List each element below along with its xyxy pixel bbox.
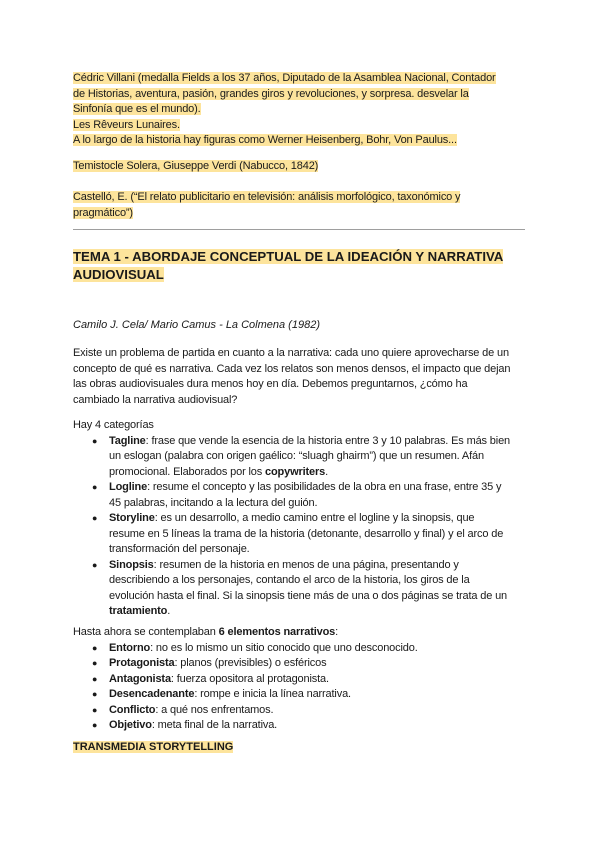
paragraph-line-4: cambiado la narrativa audiovisual?: [73, 393, 238, 406]
elements-intro-c: :: [335, 626, 339, 638]
paragraph-line-3: las obras audiovisuales dura menos hoy en día. Debemos preguntarnos, ¿cómo ha: [73, 378, 468, 390]
list-item: [73, 558, 528, 620]
storyline-text-2: resume en 5 líneas la trama de la historia (detonante, desarrollo y final) y el arco de: [109, 527, 504, 540]
tagline-text-1: : frase que vende la esencia de la historia entre 3 y 10 palabras. Es más bien: [145, 434, 510, 447]
list-item: [73, 641, 528, 657]
entorno-term: Entorno: [109, 641, 151, 654]
elements-list: [73, 641, 528, 734]
horizontal-divider: [73, 229, 525, 230]
list-item: [73, 656, 528, 672]
tagline-text-3: promocional. Elaborados por los: [109, 465, 266, 478]
intro-line-5: A lo largo de la historia hay figuras como Werner Heisenberg, Bohr, Von Paulus...: [73, 134, 457, 146]
transmedia-heading: [73, 741, 233, 753]
storyline-term: Storyline: [109, 512, 155, 524]
sinopsis-text-2: describiendo a los personajes, contando el arco de la historia, los giros de la: [109, 574, 470, 586]
storyline-text-1: : es un desarrollo, a medio camino entre el logline y la sinopsis, que: [154, 512, 475, 524]
conflicto-term: Conflicto: [109, 703, 156, 716]
transmedia-title: TRANSMEDIA STORYTELLING: [73, 741, 234, 753]
conflicto-text: : a qué nos enfrentamos.: [155, 703, 274, 716]
tema-heading: [73, 248, 523, 283]
protagonista-term: Protagonista: [109, 657, 175, 669]
categories-section: [73, 418, 528, 620]
bullet-icon: ●: [92, 673, 98, 684]
list-item: [73, 434, 528, 481]
antagonista-term: Antagonista: [109, 672, 171, 685]
intro-line-6: Temistocle Solera, Giuseppe Verdi (Nabucco, 1842): [73, 160, 319, 172]
copywriters-term: copywriters: [265, 465, 326, 478]
entorno-text: : no es lo mismo un sitio conocido que uno desconocido.: [150, 641, 418, 654]
logline-text-2: 45 palabras, incitando a la lectura del guión.: [109, 496, 318, 509]
intro-line-3: Sinfonía que es el mundo).: [73, 103, 201, 115]
tema-title-line-1: TEMA 1 - ABORDAJE CONCEPTUAL DE LA IDEACIÓN Y NARRATIVA: [73, 249, 504, 264]
bullet-icon: ●: [92, 559, 98, 570]
citation: Camilo J. Cela/ Mario Camus - La Colmena (1982): [73, 319, 320, 331]
elements-section: [73, 625, 528, 734]
bullet-icon: ●: [92, 720, 98, 730]
intro-paragraph: [73, 346, 528, 408]
sinopsis-text-3: evolución hasta el final. Si la sinopsis tiene más de una o dos páginas se trata de un: [109, 589, 508, 602]
logline-text-1: : resume el concepto y las posibilidades de la obra en una frase, entre 35 y: [147, 481, 502, 493]
list-item: [73, 687, 528, 703]
categories-list: [73, 434, 528, 620]
tratamiento-term: tratamiento: [109, 605, 168, 617]
elements-intro: [73, 625, 528, 641]
bullet-icon: ●: [92, 513, 98, 523]
list-item: [73, 718, 528, 734]
tagline-period: .: [325, 465, 329, 478]
logline-term: Logline: [109, 481, 148, 493]
bullet-icon: ●: [92, 658, 98, 668]
antagonista-text: : fuerza opositora al protagonista.: [170, 672, 329, 685]
intro-line-2: de Historias, aventura, pasión, grandes giros y revoluciones, y sorpresa. desvelar la: [73, 87, 469, 100]
verdi-note: [73, 159, 528, 175]
protagonista-text: : planos (previsibles) o esféricos: [174, 657, 327, 669]
bullet-icon: ●: [92, 689, 98, 699]
list-item: [73, 480, 528, 511]
sinopsis-term: Sinopsis: [109, 558, 154, 571]
sinopsis-period: .: [167, 605, 171, 617]
intro-line-1: Cédric Villani (medalla Fields a los 37 años, Diputado de la Asamblea Nacional, Contador: [73, 72, 496, 84]
bullet-icon: ●: [92, 704, 98, 715]
categories-intro: Hay 4 categorías: [73, 419, 154, 431]
tema-title-line-2: AUDIOVISUAL: [73, 266, 164, 282]
tagline-term: Tagline: [109, 434, 146, 447]
elements-intro-b: 6 elementos narrativos: [218, 626, 336, 638]
objetivo-term: Objetivo: [109, 719, 152, 731]
intro-line-4: Les Rêveurs Lunaires.: [73, 118, 180, 131]
paragraph-line-2: concepto de qué es narrativa. Cada vez los relatos son menos densos, el impacto que dejan: [73, 362, 511, 375]
storyline-text-3: transformación del personaje.: [109, 543, 250, 555]
intro-line-7: Castelló, E. (“El relato publicitario en televisión: análisis morfológico, taxonómico y: [73, 191, 461, 203]
intro-notes: [73, 71, 528, 149]
list-item: [73, 703, 528, 719]
bullet-icon: ●: [92, 482, 98, 492]
desencadenante-term: Desencadenante: [109, 688, 195, 700]
tagline-text-2: un eslogan (palabra con origen gaélico: “sluagh ghairm”) que un resumen. Afán: [109, 450, 484, 462]
elements-intro-a: Hasta ahora se contemplaban: [73, 626, 219, 638]
sinopsis-text-1: : resumen de la historia en menos de una página, presentando y: [153, 558, 459, 571]
list-item: [73, 511, 528, 558]
list-item: [73, 672, 528, 688]
desencadenante-text: : rompe e inicia la línea narrativa.: [194, 688, 351, 700]
bullet-icon: ●: [92, 435, 98, 446]
intro-line-8: pragmático”): [73, 206, 133, 219]
paragraph-line-1: Existe un problema de partida en cuanto a la narrativa: cada uno quiere aprovecharse de un: [73, 347, 509, 359]
objetivo-text: : meta final de la narrativa.: [151, 719, 278, 731]
bullet-icon: ●: [92, 642, 98, 653]
castello-note: [73, 190, 528, 221]
